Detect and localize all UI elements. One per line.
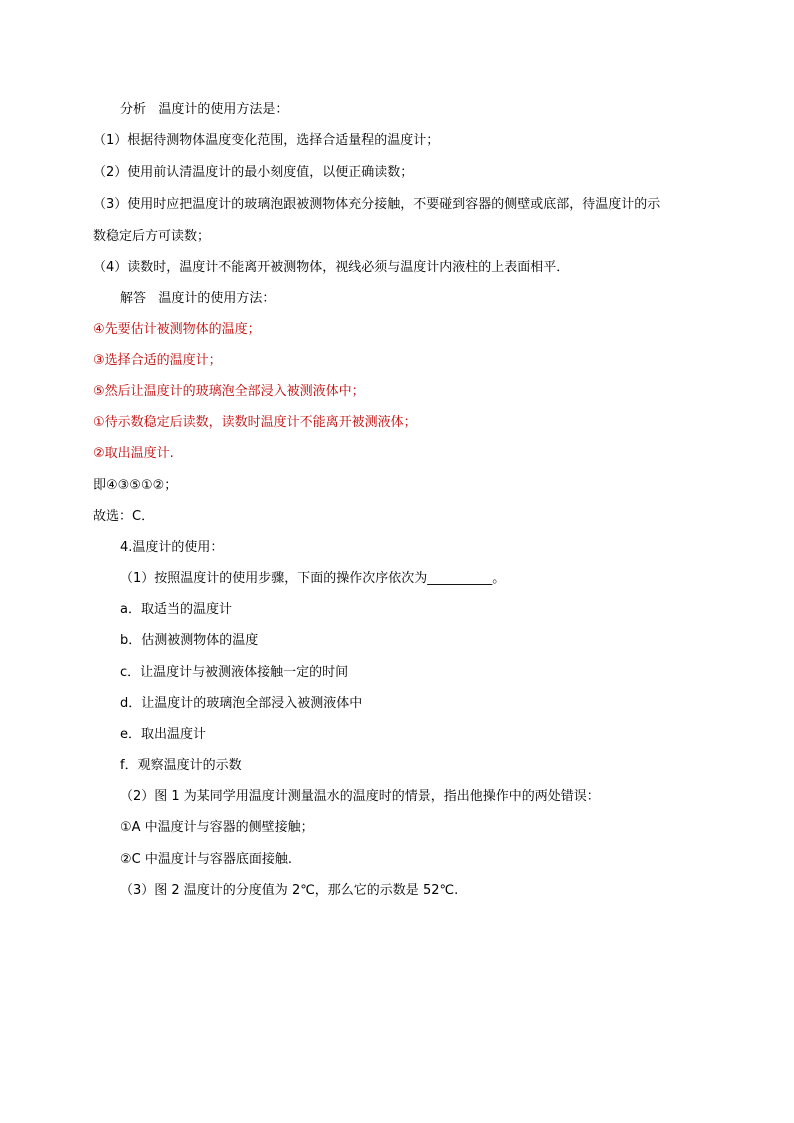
question4-title: 4.温度计的使用：	[120, 540, 224, 555]
answer-order: 即④③⑤①②；	[93, 478, 178, 493]
analysis-point-4: （4）读数时，温度计不能离开被测物体，视线必须与温度计内液柱的上表面相平．	[93, 260, 570, 275]
error-1: ①A 中温度计与容器的侧壁接触；	[120, 820, 314, 835]
analysis-point-3: （3）使用时应把温度计的玻璃泡跟被测物体充分接触，不要碰到容器的侧壁或底部，待温度计的示	[93, 197, 661, 212]
answer-step-2: ③选择合适的温度计；	[93, 353, 222, 368]
answer-step-1: ④先要估计被测物体的温度；	[93, 322, 261, 337]
analysis-point-1: （1）根据待测物体温度变化范围，选择合适量程的温度计；	[93, 133, 440, 148]
option-a: a．取适当的温度计	[120, 602, 232, 617]
analysis-intro-line	[120, 101, 288, 119]
question4-part1: （1）按照温度计的使用步骤，下面的操作次序依次为__________。	[120, 571, 506, 586]
option-b: b．估测被测物体的温度	[120, 633, 259, 648]
answer-step-3: ⑤然后让温度计的玻璃泡全部浸入被测液体中；	[93, 384, 365, 399]
answer-choice: 故选：C．	[93, 509, 155, 524]
option-d: d．让温度计的玻璃泡全部浸入被测液体中	[120, 696, 363, 711]
analysis-intro: 温度计的使用方法是：	[158, 102, 289, 117]
question4-part2: （2）图 1 为某同学用温度计测量温水的温度时的情景，指出他操作中的两处错误：	[120, 789, 600, 804]
question4-part3: （3）图 2 温度计的分度值为 2℃，那么它的示数是 52℃.	[120, 883, 459, 898]
error-2: ②C 中温度计与容器底面接触.	[120, 852, 292, 867]
answer-step-4: ①待示数稳定后读数，读数时温度计不能离开被测液体；	[93, 415, 417, 430]
option-e: e．取出温度计	[120, 727, 206, 742]
analysis-point-2: （2）使用前认清温度计的最小刻度值，以便正确读数；	[93, 165, 414, 180]
answer-intro-line	[120, 290, 275, 308]
analysis-point-3-cont: 数稳定后方可读数；	[93, 229, 211, 244]
analysis-heading: 分析	[120, 102, 147, 117]
answer-step-5: ②取出温度计.	[93, 446, 174, 461]
answer-intro: 温度计的使用方法：	[158, 291, 276, 306]
option-c: c．让温度计与被测液体接触一定的时间	[120, 665, 349, 680]
answer-heading: 解答	[120, 291, 147, 306]
option-f: f．观察温度计的示数	[120, 758, 242, 773]
